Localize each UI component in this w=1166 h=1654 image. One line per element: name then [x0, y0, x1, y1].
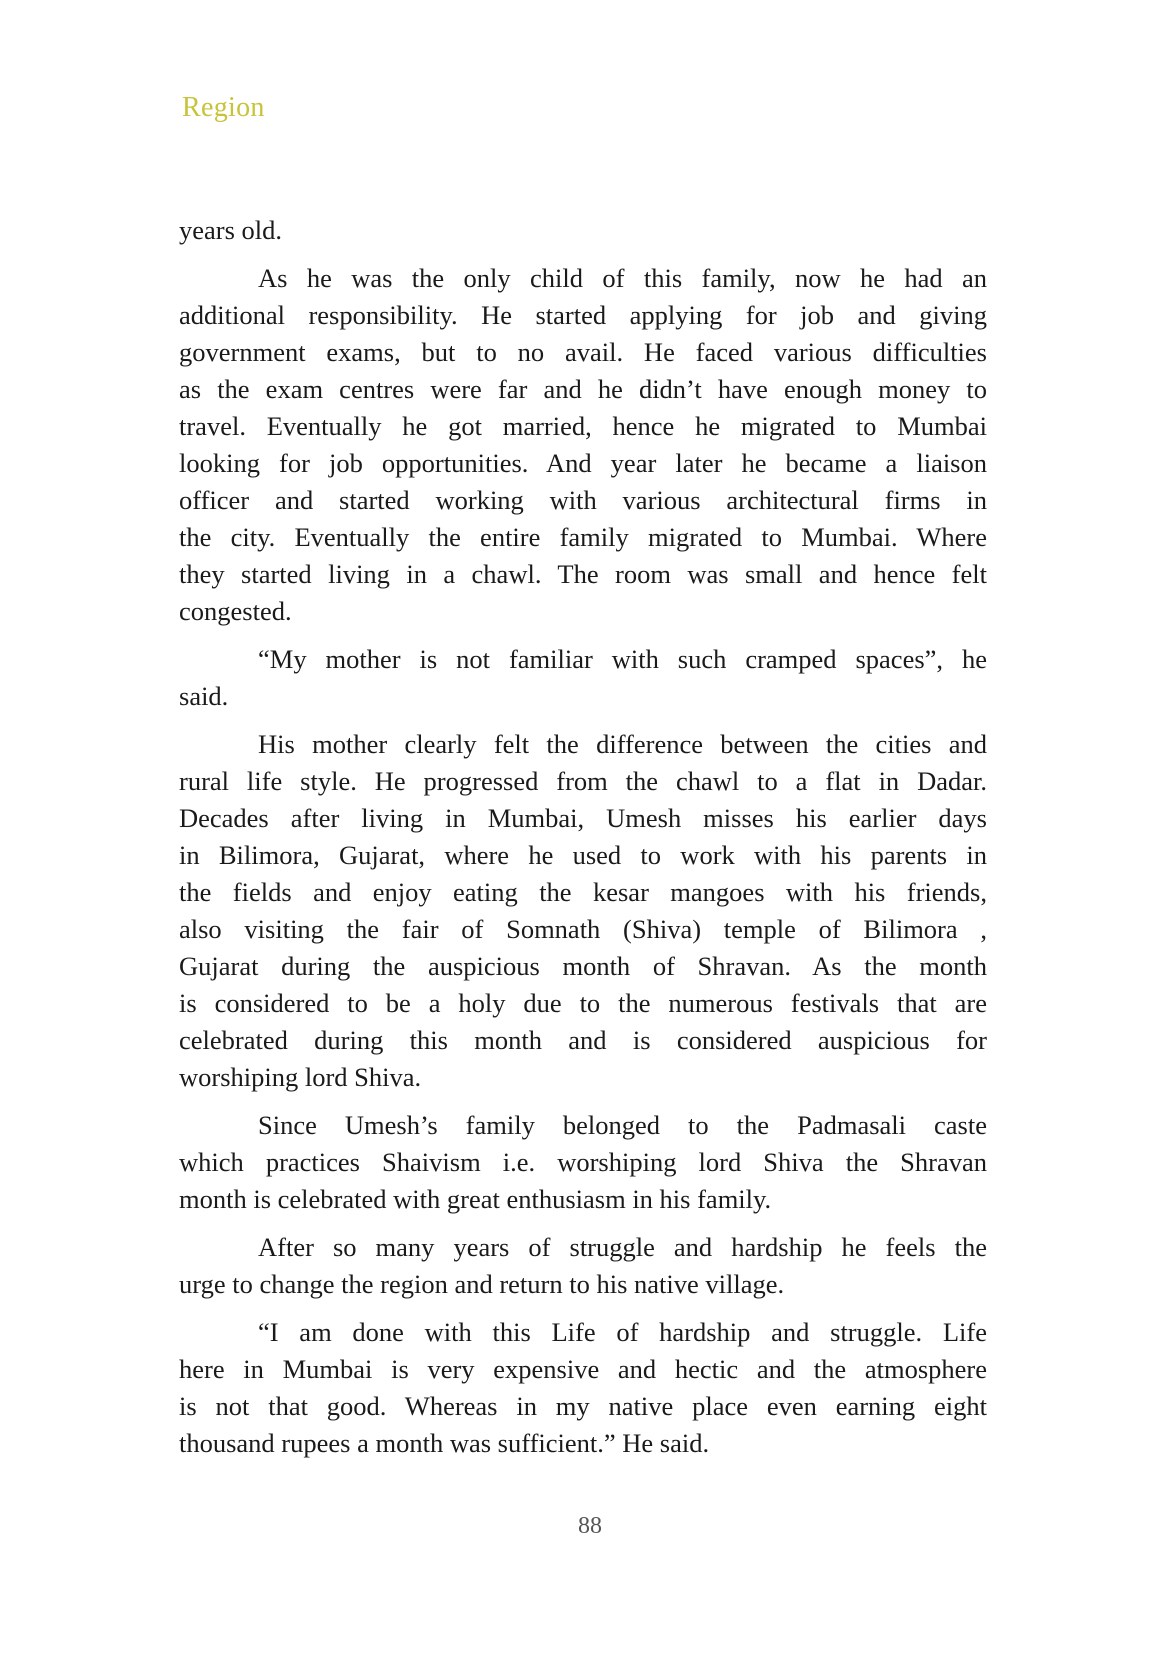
paragraph [179, 260, 987, 630]
text-line: is not that good. Whereas in my native place even earning eight [179, 1391, 987, 1421]
text-line: urge to change the region and return to his native village. [179, 1269, 785, 1299]
text-line: month is celebrated with great enthusiasm in his family. [179, 1184, 772, 1214]
text-line: the city. Eventually the entire family migrated to Mumbai. Where [179, 522, 987, 552]
paragraph [179, 212, 987, 249]
text-line: After so many years of struggle and hardship he feels the [258, 1232, 987, 1262]
text-line: additional responsibility. He started applying for job and giving [179, 300, 987, 330]
text-line: rural life style. He progressed from the chawl to a flat in Dadar. [179, 766, 987, 796]
text-line: travel. Eventually he got married, hence he migrated to Mumbai [179, 411, 987, 441]
text-line: worshiping lord Shiva. [179, 1062, 422, 1092]
text-line: the fields and enjoy eating the kesar mangoes with his friends, [179, 877, 987, 907]
paragraph [179, 726, 987, 1096]
text-line: Since Umesh’s family belonged to the Padmasali caste [258, 1110, 987, 1140]
text-line: which practices Shaivism i.e. worshiping lord Shiva the Shravan [179, 1147, 987, 1177]
text-line: Decades after living in Mumbai, Umesh misses his earlier days [179, 803, 987, 833]
running-header: Region [182, 92, 265, 123]
text-line: Gujarat during the auspicious month of Shravan. As the month [179, 951, 987, 981]
text-line: His mother clearly felt the difference between the cities and [258, 729, 987, 759]
text-line: As he was the only child of this family, now he had an [258, 263, 987, 293]
text-line: celebrated during this month and is considered auspicious for [179, 1025, 987, 1055]
page-number: 88 [578, 1513, 602, 1539]
text-line: is considered to be a holy due to the numerous festivals that are [179, 988, 987, 1018]
text-line: government exams, but to no avail. He faced various difficulties [179, 337, 987, 367]
text-line: also visiting the fair of Somnath (Shiva) temple of Bilimora , [179, 914, 987, 944]
text-line: in Bilimora, Gujarat, where he used to work with his parents in [179, 840, 987, 870]
text-line: looking for job opportunities. And year later he became a liaison [179, 448, 987, 478]
paragraph [179, 1107, 987, 1218]
paragraph [179, 1229, 987, 1303]
text-line: said. [179, 681, 229, 711]
paragraph [179, 641, 987, 715]
text-line: they started living in a chawl. The room was small and hence felt [179, 559, 987, 589]
body-text [179, 212, 987, 1473]
text-line: congested. [179, 596, 292, 626]
text-line: as the exam centres were far and he didn’t have enough money to [179, 374, 987, 404]
text-line: years old. [179, 215, 283, 245]
text-line: officer and started working with various architectural firms in [179, 485, 987, 515]
paragraph [179, 1314, 987, 1462]
text-line: thousand rupees a month was sufficient.” He said. [179, 1428, 710, 1458]
text-line: “My mother is not familiar with such cramped spaces”, he [258, 644, 987, 674]
text-line: here in Mumbai is very expensive and hectic and the atmosphere [179, 1354, 987, 1384]
text-line: “I am done with this Life of hardship and struggle. Life [258, 1317, 987, 1347]
